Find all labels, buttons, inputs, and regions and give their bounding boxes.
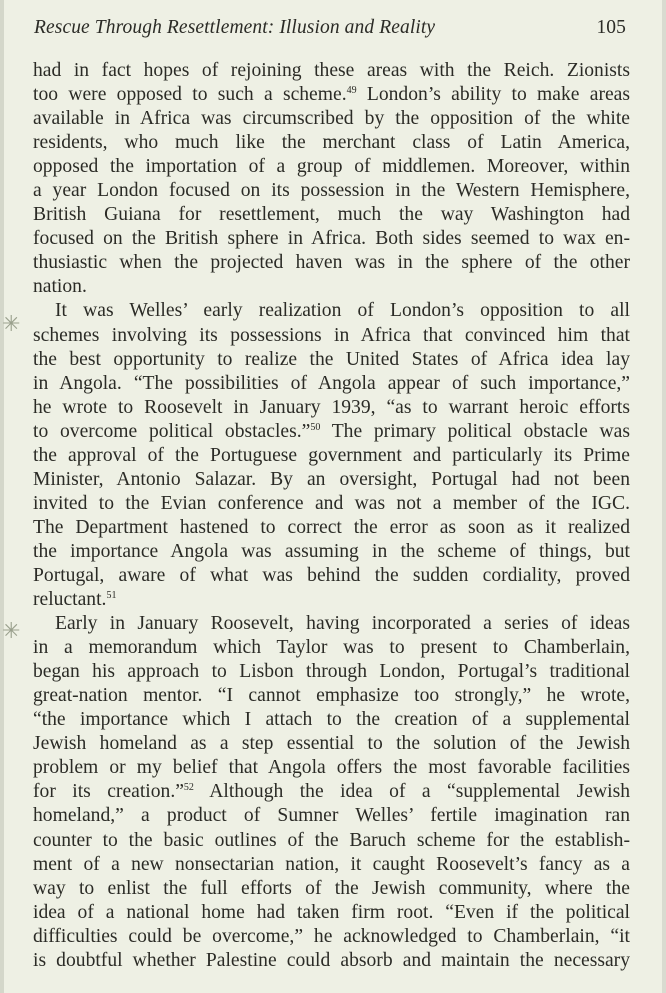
line-text: homeland,” a product of Sumner Welles’ fertile imagination ran	[33, 805, 630, 827]
text-line	[33, 420, 630, 444]
line-text: a year London focused on its possession in the Western Hemisphere,	[33, 180, 630, 202]
text-line	[33, 516, 630, 540]
text-line	[33, 588, 630, 612]
text-line	[33, 83, 630, 107]
line-text: too were opposed to such a scheme.	[33, 84, 347, 106]
text-line	[33, 684, 630, 708]
text-line	[33, 396, 630, 420]
line-text-continuation: London’s ability to make areas	[356, 84, 630, 106]
text-line	[33, 348, 630, 372]
margin-mark-asterisk: ✳	[2, 618, 21, 643]
text-line	[33, 732, 630, 756]
text-line	[33, 251, 630, 275]
text-line	[33, 324, 630, 348]
text-line	[33, 925, 630, 949]
line-text-continuation: The primary political obstacle was	[320, 420, 630, 442]
line-text: ment of a new nonsectarian nation, it caught Roosevelt’s fancy as a	[33, 853, 630, 875]
line-text: Portugal, aware of what was behind the sudden cordiality, proved	[33, 564, 630, 586]
line-text: schemes involving its possessions in Africa that convinced him that	[33, 324, 630, 346]
line-text: in a memorandum which Taylor was to present to Chamberlain,	[33, 637, 630, 659]
text-line	[33, 59, 630, 83]
line-text: great-nation mentor. “I cannot emphasize too strongly,” he wrote,	[33, 685, 630, 707]
line-text: opposed the importation of a group of middlemen. Moreover, within	[33, 156, 630, 178]
text-line	[33, 853, 630, 877]
text-line	[33, 227, 630, 251]
line-text: thusiastic when the projected haven was in the sphere of the other	[33, 252, 630, 274]
text-line	[33, 131, 630, 155]
line-text: Jewish homeland as a step essential to the solution of the Jewish	[33, 733, 630, 755]
line-text: British Guiana for resettlement, much the way Washington had	[33, 204, 630, 226]
line-text: idea of a national home had taken firm root. “Even if the political	[33, 901, 630, 923]
line-text: difficulties could be overcome,” he acknowledged to Chamberlain, “it	[33, 925, 630, 947]
text-line	[33, 275, 630, 299]
text-line	[33, 299, 630, 323]
text-line	[33, 540, 630, 564]
line-text: Minister, Antonio Salazar. By an oversight, Portugal had not been	[33, 468, 630, 490]
line-text: nation.	[33, 276, 87, 298]
line-text: to overcome political obstacles.”	[33, 420, 311, 442]
text-line	[33, 155, 630, 179]
line-text: available in Africa was circumscribed by the opposition of the white	[33, 108, 630, 130]
margin-mark-asterisk: ✳	[2, 311, 21, 336]
line-text: in Angola. “The possibilities of Angola appear of such importance,”	[33, 372, 630, 394]
text-line	[33, 660, 630, 684]
line-text: the best opportunity to realize the United States of Africa idea lay	[33, 348, 630, 370]
footnote-marker: 51	[106, 590, 117, 602]
line-text: the approval of the Portuguese government and particularly its Prime	[33, 444, 630, 466]
line-text: focused on the British sphere in Africa. Both sides seemed to wax en-	[33, 228, 630, 250]
text-line	[33, 877, 630, 901]
running-header-title: Rescue Through Resettlement: Illusion and Reality	[34, 17, 436, 38]
text-line	[33, 468, 630, 492]
text-line	[33, 612, 630, 636]
page-right-edge	[662, 0, 666, 993]
line-text: “the importance which I attach to the creation of a supplemental	[33, 709, 630, 731]
text-line	[33, 901, 630, 925]
text-line	[33, 708, 630, 732]
text-line	[33, 756, 630, 780]
text-line	[33, 804, 630, 828]
text-line	[33, 636, 630, 660]
line-text-continuation: Although the idea of a “supplemental Jewish	[193, 781, 630, 803]
body-text	[33, 59, 630, 973]
line-text: Early in January Roosevelt, having incorporated a series of ideas	[55, 613, 630, 635]
footnote-marker: 50	[310, 421, 321, 433]
line-text: counter to the basic outlines of the Baruch scheme for the establish-	[33, 829, 630, 851]
line-text: residents, who much like the merchant class of Latin America,	[33, 132, 630, 154]
running-header	[34, 17, 626, 47]
page-number: 105	[596, 17, 626, 38]
line-text: invited to the Evian conference and was not a member of the IGC.	[33, 492, 630, 514]
line-text: began his approach to Lisbon through London, Portugal’s traditional	[33, 661, 630, 683]
text-line	[33, 780, 630, 804]
line-text: It was Welles’ early realization of London’s opposition to all	[55, 300, 630, 322]
text-line	[33, 829, 630, 853]
line-text: The Department hastened to correct the error as soon as it realized	[33, 516, 630, 538]
text-line	[33, 203, 630, 227]
text-line	[33, 107, 630, 131]
text-line	[33, 179, 630, 203]
line-text: had in fact hopes of rejoining these areas with the Reich. Zionists	[33, 60, 630, 81]
line-text: way to enlist the full efforts of the Jewish community, where the	[33, 877, 630, 899]
line-text: the importance Angola was assuming in the scheme of things, but	[33, 540, 630, 562]
text-line	[33, 492, 630, 516]
line-text: for its creation.”	[33, 781, 184, 803]
text-line	[33, 949, 630, 973]
line-text: is doubtful whether Palestine could absorb and maintain the necessary	[33, 949, 630, 971]
text-line	[33, 564, 630, 588]
text-line	[33, 372, 630, 396]
text-line	[33, 444, 630, 468]
footnote-marker: 49	[346, 85, 357, 97]
line-text: problem or my belief that Angola offers the most favorable facilities	[33, 757, 630, 779]
footnote-marker: 52	[183, 782, 194, 794]
page-left-edge	[0, 0, 4, 993]
line-text: he wrote to Roosevelt in January 1939, “as to warrant heroic efforts	[33, 396, 630, 418]
line-text: reluctant.	[33, 589, 107, 611]
